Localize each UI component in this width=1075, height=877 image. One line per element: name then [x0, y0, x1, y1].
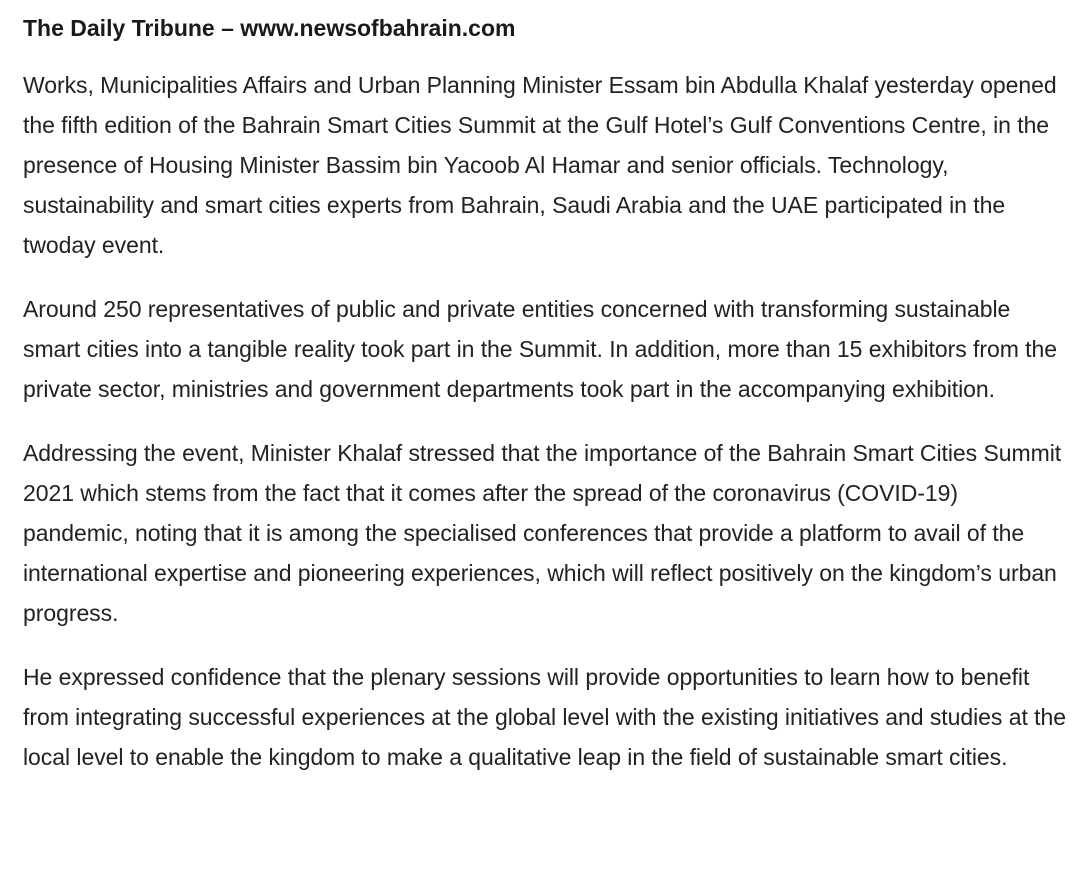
- article-paragraph-2: Around 250 representatives of public and private entities concerned with transforming sustainable smart cities into a tangible reality took part in the Summit. In addition, more than 15 exhibitors from the private sector, ministries and government departments took part in the accompanying exhibition.: [23, 296, 1057, 402]
- article: [23, 13, 1068, 777]
- article-source: The Daily Tribune – www.newsofbahrain.com: [23, 15, 516, 41]
- article-paragraph-3: Addressing the event, Minister Khalaf stressed that the importance of the Bahrain Smart Cities Summit 2021 which stems from the fact that it comes after the spread of the coronavirus (COVID-19) pandemic, noting that it is among the specialised conferences that provide a platform to avail of the international expertise and pioneering experiences, which will reflect positively on the kingdom’s urban progress.: [23, 440, 1062, 626]
- article-paragraph-4: He expressed confidence that the plenary sessions will provide opportunities to learn how to benefit from integrating successful experiences at the global level with the existing initiatives and studies at the local level to enable the kingdom to make a qualitative leap in the field of sustainable smart cities.: [23, 664, 1066, 770]
- article-paragraph-1: Works, Municipalities Affairs and Urban Planning Minister Essam bin Abdulla Khalaf yesterday opened the fifth edition of the Bahrain Smart Cities Summit at the Gulf Hotel’s Gulf Conventions Centre, in the presence of Housing Minister Bassim bin Yacoob Al Hamar and senior officials. Technology, sustainability and smart cities experts from Bahrain, Saudi Arabia and the UAE participated in the twoday event.: [23, 72, 1057, 258]
